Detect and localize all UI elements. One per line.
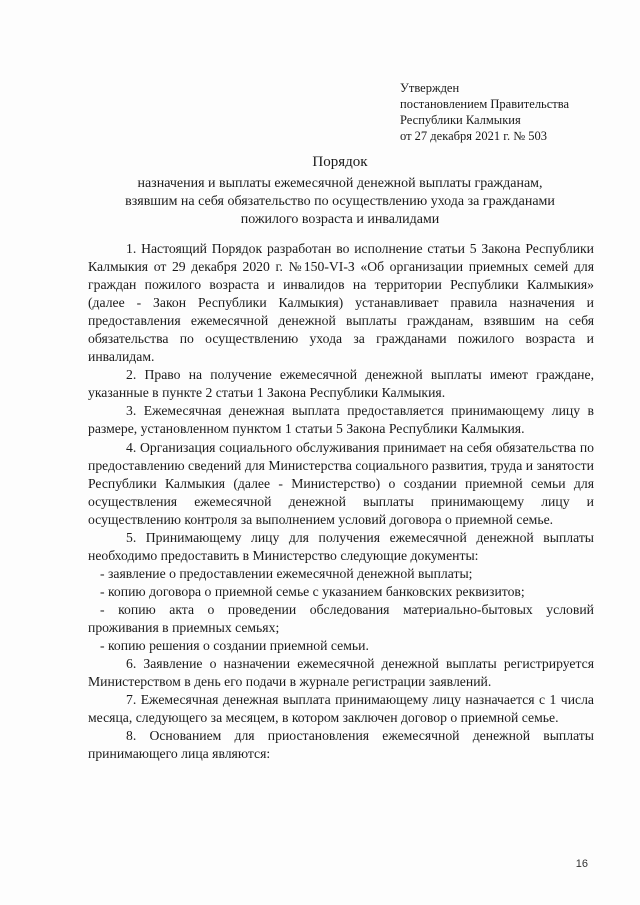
paragraph-5-item-inspection-act: - копию акта о проведении обследования материально-бытовых условий проживания в приемных семьях; <box>88 601 594 635</box>
document-body <box>88 240 594 763</box>
paragraph-5-item-contract: - копию договора о приемной семье с указанием банковских реквизитов; <box>100 583 525 599</box>
title-subtitle-line-3: пожилого возраста и инвалидами <box>240 212 440 227</box>
paragraph-6: 6. Заявление о назначении ежемесячной денежной выплаты регистрируется Министерством в день его подачи в журнале регистрации заявлений. <box>88 656 594 690</box>
paragraph-3: 3. Ежемесячная денежная выплата предоставляется принимающему лицу в размере, установленном пунктом 1 статьи 5 Закона Республики Калмыкия. <box>88 403 594 437</box>
approval-line-approved: Утвержден <box>400 81 460 95</box>
page-number: 16 <box>575 858 588 870</box>
paragraph-5-item-application: - заявление о предоставлении ежемесячной денежной выплаты; <box>100 565 473 581</box>
document-title <box>80 153 600 229</box>
approval-line-resolution: постановлением Правительства <box>400 97 570 111</box>
paragraph-4: 4. Организация социального обслуживания принимает на себя обязательства по предоставлению сведений для Министерства социального развития, труда и занятости Республики Калмыкия (далее - Министерство) о создании приемной семьи для осуществления ежемесячной денежной выплаты принимающему лицу и осуществлению контроля за выполнением условий договора о приемной семье. <box>88 439 594 527</box>
paragraph-2: 2. Право на получение ежемесячной денежной выплаты имеют граждане, указанные в пункте 2 статьи 1 Закона Республики Калмыкия. <box>88 367 594 401</box>
approval-line-date: от 27 декабря 2021 г. № 503 <box>400 129 548 143</box>
title-subtitle-line-1: назначения и выплаты ежемесячной денежной выплаты гражданам, <box>137 176 543 191</box>
paragraph-7: 7. Ежемесячная денежная выплата принимающему лицу назначается с 1 числа месяца, следующего за месяцем, в котором заключен договор о приемной семье. <box>88 692 594 726</box>
paragraph-5-item-decision: - копию решения о создании приемной семьи. <box>100 638 369 654</box>
paragraph-1: 1. Настоящий Порядок разработан во исполнение статьи 5 Закона Республики Калмыкия от 29 декабря 2020 г. №150-VI-З «Об организации приемных семей для граждан пожилого возраста и инвалидов на территории Республики Калмыкия» (далее - Закон Республики Калмыкия) устанавливает правила назначения и предоставления ежемесячной денежной выплаты гражданам, взявшим на себя обязательства по осуществлению ухода за гражданами пожилого возраста и инвалидам. <box>88 241 594 365</box>
paragraph-5: 5. Принимающему лицу для получения ежемесячной денежной выплаты необходимо предоставить в Министерство следующие документы: <box>88 529 594 563</box>
paragraph-8: 8. Основанием для приостановления ежемесячной денежной выплаты принимающего лица являются: <box>88 728 594 762</box>
approval-line-republic: Республики Калмыкия <box>400 113 521 127</box>
title-main: Порядок <box>312 154 368 170</box>
approval-stamp <box>400 80 569 144</box>
title-subtitle-line-2: взявшим на себя обязательство по осуществлению ухода за гражданами <box>125 194 555 209</box>
